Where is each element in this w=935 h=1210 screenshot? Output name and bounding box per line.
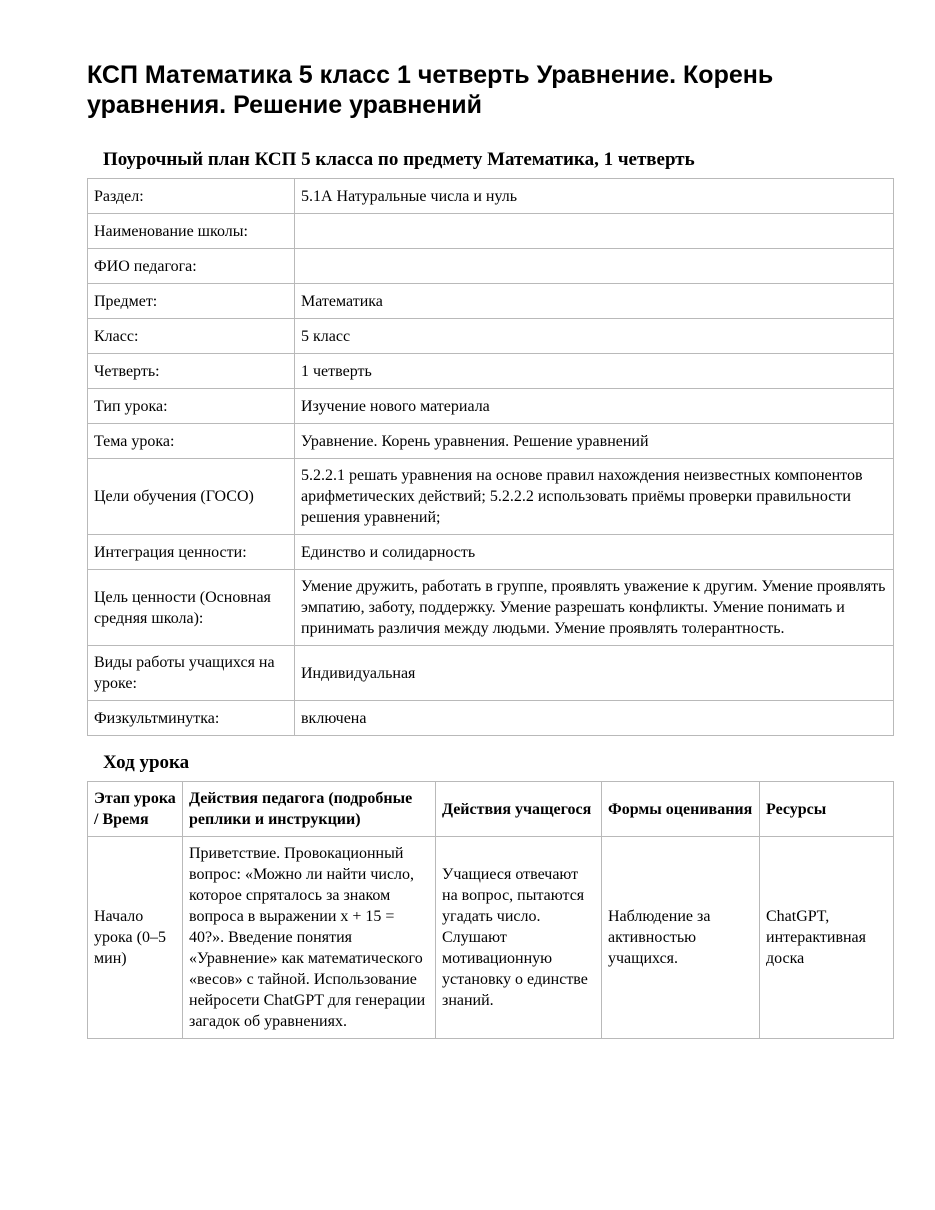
info-value: Изучение нового материала: [295, 389, 894, 424]
info-row-grade: [88, 319, 894, 354]
info-label: Интеграция ценности:: [88, 535, 295, 570]
info-label: Цели обучения (ГОСО): [88, 459, 295, 535]
info-row-topic: [88, 424, 894, 459]
lesson-info-table: [87, 178, 894, 736]
info-value: Математика: [295, 284, 894, 319]
info-row-section: [88, 179, 894, 214]
header-student-actions: Действия учащегося: [436, 782, 602, 837]
info-value: Умение дружить, работать в группе, проявлять уважение к другим. Умение проявлять эмпатию, заботу, поддержку. Умение разрешать конфликты. Умение понимать и принимать различия между людьми. Умение проявлять толерантность.: [295, 570, 894, 646]
flow-stage: Начало урока (0–5 мин): [88, 837, 183, 1039]
header-assessment: Формы оценивания: [602, 782, 760, 837]
info-row-subject: [88, 284, 894, 319]
lesson-flow-table: [87, 781, 894, 1039]
info-row-teacher: [88, 249, 894, 284]
info-row-lesson-type: [88, 389, 894, 424]
flow-assessment: Наблюдение за активностью учащихся.: [602, 837, 760, 1039]
document-page: [87, 60, 893, 1039]
info-value: [295, 249, 894, 284]
info-label: Предмет:: [88, 284, 295, 319]
info-row-physical-break: [88, 701, 894, 736]
info-value: 5.1А Натуральные числа и нуль: [295, 179, 894, 214]
info-row-value-goal: [88, 570, 894, 646]
info-value: Индивидуальная: [295, 646, 894, 701]
flow-teacher-actions: Приветствие. Провокационный вопрос: «Можно ли найти число, которое спряталось за знаком вопроса в выражении x + 15 = 40?». Введение понятия «Уравнение» как математического «весов» с тайной. Использование нейросети ChatGPT для генерации загадок об уравнениях.: [183, 837, 436, 1039]
plan-heading: Поурочный план КСП 5 класса по предмету Математика, 1 четверть: [103, 149, 695, 170]
info-value: [295, 214, 894, 249]
info-label: Раздел:: [88, 179, 295, 214]
info-label: Тема урока:: [88, 424, 295, 459]
header-teacher-actions: Действия педагога (подробные реплики и инструкции): [183, 782, 436, 837]
flow-row: [88, 837, 894, 1039]
info-row-quarter: [88, 354, 894, 389]
document-title: КСП Математика 5 класс 1 четверть Уравнение. Корень уравнения. Решение уравнений: [87, 61, 774, 119]
flow-student-actions: Учащиеся отвечают на вопрос, пытаются угадать число. Слушают мотивационную установку о единстве знаний.: [436, 837, 602, 1039]
lesson-flow-heading: Ход урока: [103, 752, 190, 773]
info-label: Физкультминутка:: [88, 701, 295, 736]
info-row-learning-goals: [88, 459, 894, 535]
info-value: 5.2.2.1 решать уравнения на основе правил нахождения неизвестных компонентов арифметических действий; 5.2.2.2 использовать приёмы проверки правильности решения уравнений;: [295, 459, 894, 535]
info-value: 5 класс: [295, 319, 894, 354]
info-row-work-types: [88, 646, 894, 701]
flow-header-row: [88, 782, 894, 837]
info-label: Наименование школы:: [88, 214, 295, 249]
header-resources: Ресурсы: [760, 782, 894, 837]
info-value: Единство и солидарность: [295, 535, 894, 570]
info-row-value-integration: [88, 535, 894, 570]
info-label: Четверть:: [88, 354, 295, 389]
info-label: ФИО педагога:: [88, 249, 295, 284]
info-row-school: [88, 214, 894, 249]
info-value: 1 четверть: [295, 354, 894, 389]
info-label: Цель ценности (Основная средняя школа):: [88, 570, 295, 646]
header-stage: Этап урока / Время: [88, 782, 183, 837]
flow-resources: ChatGPT, интерактивная доска: [760, 837, 894, 1039]
info-label: Класс:: [88, 319, 295, 354]
info-label: Тип урока:: [88, 389, 295, 424]
info-value: Уравнение. Корень уравнения. Решение уравнений: [295, 424, 894, 459]
info-label: Виды работы учащихся на уроке:: [88, 646, 295, 701]
info-value: включена: [295, 701, 894, 736]
